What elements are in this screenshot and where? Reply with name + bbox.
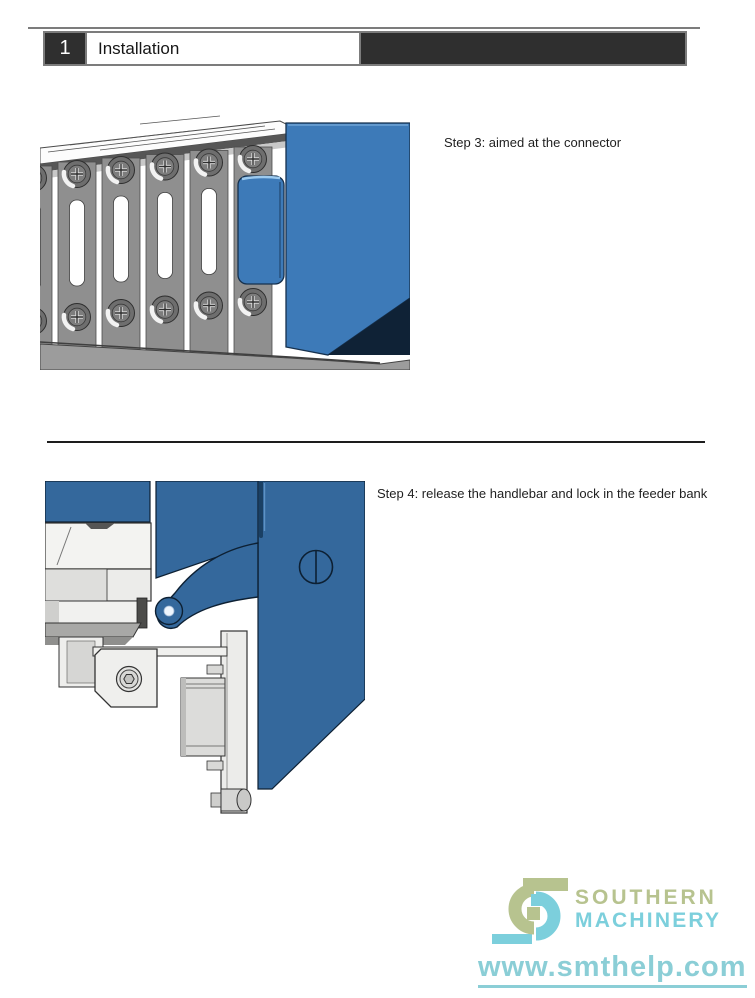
feeder-connector-tab [238, 176, 284, 284]
southern-machinery-logo-icon [490, 878, 568, 944]
section-title: Installation [87, 33, 361, 64]
feeder-slot-columns [40, 146, 272, 371]
handlebar-lock-illustration [45, 481, 365, 816]
feeder-bank-illustration [40, 112, 410, 370]
brand-line1: SOUTHERN [575, 886, 717, 909]
caption-step3: Step 3: aimed at the connector [444, 135, 622, 150]
figure-step3 [40, 112, 410, 370]
brand-wordmark [575, 886, 721, 932]
lock-bracket [95, 649, 157, 707]
website-link[interactable]: www.smthelp.com [478, 951, 747, 988]
brand-line2: MACHINERY [575, 909, 722, 932]
feeder-body [286, 123, 410, 355]
section-header [43, 31, 687, 66]
bottom-fastener [211, 789, 251, 811]
header-filler-bar [361, 33, 685, 64]
figure-step4 [45, 481, 365, 816]
section-number: 1 [45, 33, 87, 64]
top-rule [28, 27, 700, 29]
motor-block [181, 678, 225, 756]
divider-rule [47, 441, 705, 443]
caption-step4: Step 4: release the handlebar and lock in the feeder bank [377, 486, 708, 501]
